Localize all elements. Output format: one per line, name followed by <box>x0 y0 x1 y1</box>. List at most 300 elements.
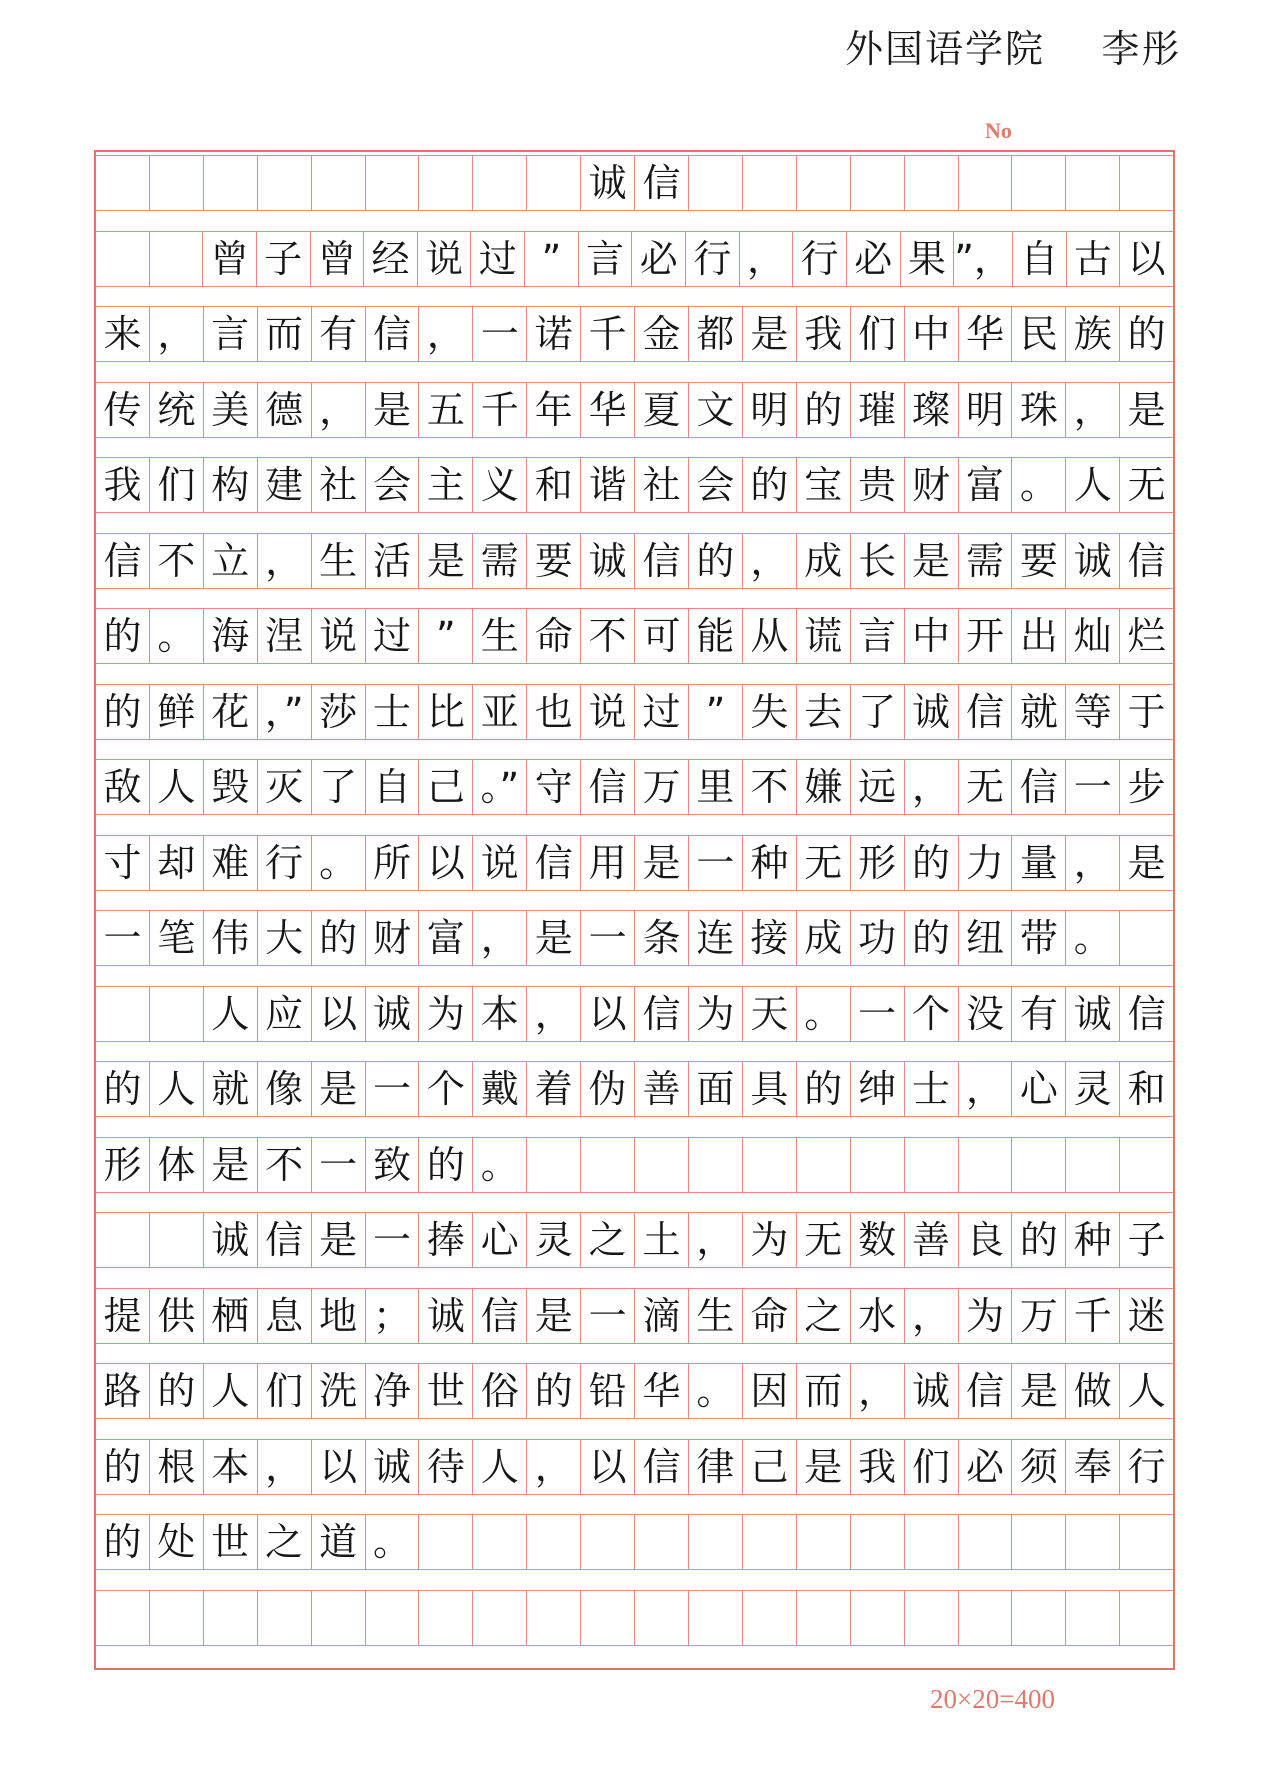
grid-cell: 条 <box>635 911 689 965</box>
grid-cell: 是 <box>527 1289 581 1343</box>
grid-cell <box>312 156 366 210</box>
grid-cell <box>473 1515 527 1569</box>
grid-cell <box>1012 1591 1066 1645</box>
grid-cell: 要 <box>1012 534 1066 588</box>
grid-cell <box>905 156 959 210</box>
grid-cell: 所 <box>366 836 420 890</box>
grid-cell: 面 <box>689 1062 743 1116</box>
grid-cell: ， <box>905 1289 959 1343</box>
grid-cell: ” <box>525 232 579 286</box>
grid-cell: 信 <box>1127 991 1166 1036</box>
grid-cell: 莎 <box>312 685 366 739</box>
grid-cell: 力 <box>959 836 1013 890</box>
grid-cell: 。 <box>1066 911 1120 965</box>
grid-cell: 带 <box>1012 911 1066 965</box>
grid-cell: 以 <box>312 987 366 1041</box>
grid-row <box>96 1061 1173 1117</box>
grid-cell: 璨 <box>905 383 959 437</box>
grid-cell: ， <box>312 383 366 437</box>
grid-cell: 美 <box>204 383 258 437</box>
grid-cell: 嫌 <box>797 760 851 814</box>
grid-cell: 是 <box>204 1138 258 1192</box>
author-note: 外国语学院 李彤 <box>845 27 1182 71</box>
grid-cell: 社 <box>312 458 366 512</box>
grid-cell: 是 <box>312 1062 366 1116</box>
grid-cell: 信 <box>366 307 420 361</box>
grid-cell: 生 <box>689 1289 743 1343</box>
grid-cell: 们 <box>150 458 204 512</box>
grid-cell: 体 <box>150 1138 204 1192</box>
grid-cell: 道 <box>312 1515 366 1569</box>
grid-cell: 构 <box>204 458 258 512</box>
grid-cell: 的 <box>527 1364 581 1418</box>
grid-cell: 千 <box>581 307 635 361</box>
grid-cell: 千 <box>473 383 527 437</box>
grid-cell: 去 <box>797 685 851 739</box>
grid-row <box>96 1590 1173 1646</box>
grid-cell: 行 <box>258 836 312 890</box>
grid-cell: 的 <box>797 383 851 437</box>
grid-cell: 是 <box>366 383 420 437</box>
grid-cell: 供 <box>150 1289 204 1343</box>
grid-cell: 净 <box>366 1364 420 1418</box>
grid-cell: ，” <box>258 685 312 739</box>
grid-cell: 灭 <box>258 760 312 814</box>
grid-cell <box>797 1591 851 1645</box>
grid-cell: 华 <box>581 383 635 437</box>
grid-cell <box>96 232 150 286</box>
grid-cell: 善 <box>635 1062 689 1116</box>
grid-cell <box>959 1515 1013 1569</box>
grid-cell <box>527 1138 581 1192</box>
grid-cell: 于 <box>1127 689 1166 734</box>
grid-cell: 和 <box>1127 1067 1166 1111</box>
grid-cell <box>1120 156 1173 210</box>
grid-cell: ” <box>419 609 473 663</box>
grid-cell: 没 <box>959 987 1013 1041</box>
grid-cell: 建 <box>258 458 312 512</box>
grid-cell: 为 <box>419 987 473 1041</box>
grid-cell: 都 <box>689 307 743 361</box>
grid-cell: ” <box>689 685 743 739</box>
grid-cell: 子 <box>1127 1218 1166 1262</box>
grid-cell: 会 <box>366 458 420 512</box>
grid-row <box>96 155 1173 211</box>
grid-cell: 具 <box>743 1062 797 1116</box>
grid-cell: 烂 <box>1127 614 1166 658</box>
grid-cell: 行 <box>793 232 847 286</box>
grid-cell <box>959 1138 1013 1192</box>
grid-cell: 信 <box>1127 538 1166 583</box>
grid-cell: 信 <box>258 1213 312 1267</box>
grid-cell <box>527 1591 581 1645</box>
grid-cell <box>366 1591 420 1645</box>
grid-cell: 万 <box>1012 1289 1066 1343</box>
grid-cell: 是 <box>1012 1364 1066 1418</box>
grid-cell: 是 <box>743 307 797 361</box>
grid-cell: 华 <box>635 1364 689 1418</box>
grid-cell <box>581 1515 635 1569</box>
grid-cell: 毁 <box>204 760 258 814</box>
grid-cell: ， <box>419 307 473 361</box>
grid-cell <box>150 1213 204 1267</box>
grid-row <box>96 306 1173 362</box>
grid-cell <box>959 1591 1013 1645</box>
grid-cell <box>635 1515 689 1569</box>
grid-cell: 年 <box>527 383 581 437</box>
grid-cell: ， <box>527 987 581 1041</box>
grid-cell <box>419 156 473 210</box>
grid-cell: 己 <box>743 1440 797 1494</box>
grid-cell: 之 <box>797 1289 851 1343</box>
grid-cell: 远 <box>851 760 905 814</box>
grid-cell: 活 <box>366 534 420 588</box>
grid-cell: 中 <box>905 307 959 361</box>
grid-cell <box>1012 1138 1066 1192</box>
grid-cell: 洗 <box>312 1364 366 1418</box>
grid-cell: 律 <box>689 1440 743 1494</box>
grid-cell: 失 <box>743 685 797 739</box>
grid-cell: ； <box>366 1289 420 1343</box>
grid-cell: 信 <box>635 534 689 588</box>
grid-cell: 是 <box>797 1440 851 1494</box>
grid-cell: 俗 <box>473 1364 527 1418</box>
grid-cell <box>635 1138 689 1192</box>
grid-cell: ， <box>743 534 797 588</box>
grid-cell <box>1012 156 1066 210</box>
grid-cell <box>797 1138 851 1192</box>
grid-cell: 的 <box>905 836 959 890</box>
grid-cell: 的 <box>96 685 150 739</box>
grid-row <box>96 986 1173 1042</box>
grid-cell: 诚 <box>581 156 635 210</box>
grid-cell: 花 <box>204 685 258 739</box>
grid-cell: 五 <box>419 383 473 437</box>
grid-cell: 提 <box>96 1289 150 1343</box>
grid-cell: 财 <box>366 911 420 965</box>
grid-cell: 是 <box>312 1213 366 1267</box>
grid-cell: 因 <box>743 1364 797 1418</box>
grid-cell <box>959 156 1013 210</box>
grid-cell: 言 <box>204 307 258 361</box>
grid-cell: 以 <box>581 987 635 1041</box>
grid-cell: 种 <box>743 836 797 890</box>
grid-cell: 能 <box>689 609 743 663</box>
grid-cell: 民 <box>1012 307 1066 361</box>
grid-cell: 一 <box>1066 760 1120 814</box>
grid-cell: 开 <box>959 609 1013 663</box>
grid-cell: 滴 <box>635 1289 689 1343</box>
grid-cell: 不 <box>258 1138 312 1192</box>
grid-cell: 水 <box>851 1289 905 1343</box>
grid-cell: 。 <box>1012 458 1066 512</box>
grid-cell <box>905 1591 959 1645</box>
grid-cell: 族 <box>1066 307 1120 361</box>
grid-row <box>96 533 1173 589</box>
grid-cell: 主 <box>419 458 473 512</box>
grid-cell: 一 <box>851 987 905 1041</box>
grid-cell: 命 <box>527 609 581 663</box>
grid-cell: 数 <box>851 1213 905 1267</box>
grid-cell: 。 <box>366 1515 420 1569</box>
grid-cell <box>258 156 312 210</box>
grid-cell: 古 <box>1067 232 1121 286</box>
grid-cell <box>1066 1591 1120 1645</box>
grid-cell: 接 <box>743 911 797 965</box>
grid-cell: 本 <box>473 987 527 1041</box>
grid-cell: 守 <box>527 760 581 814</box>
grid-row <box>96 1288 1173 1344</box>
grid-cell: 生 <box>473 609 527 663</box>
number-mark: No <box>985 118 1012 143</box>
grid-cell: 经 <box>364 232 418 286</box>
grid-cell: 一 <box>689 836 743 890</box>
grid-cell: 信 <box>1012 760 1066 814</box>
grid-cell: 华 <box>959 307 1013 361</box>
grid-cell: 善 <box>905 1213 959 1267</box>
grid-cell <box>1120 1138 1173 1192</box>
grid-cell: 义 <box>473 458 527 512</box>
grid-row <box>96 1439 1173 1495</box>
grid-cell: 谐 <box>581 458 635 512</box>
grid-cell: 大 <box>258 911 312 965</box>
grid-cell: 本 <box>204 1440 258 1494</box>
grid-cell <box>905 1515 959 1569</box>
grid-cell <box>1120 1591 1173 1645</box>
grid-cell: 诚 <box>204 1213 258 1267</box>
grid-cell: 说 <box>418 232 472 286</box>
grid-cell: 无 <box>797 1213 851 1267</box>
grid-cell <box>473 156 527 210</box>
grid-cell: 诚 <box>419 1289 473 1343</box>
grid-cell: 。 <box>150 609 204 663</box>
grid-cell: 说 <box>312 609 366 663</box>
grid-cell: 了 <box>851 685 905 739</box>
grid-cell: 富 <box>959 458 1013 512</box>
grid-cell: 必 <box>959 1440 1013 1494</box>
grid-cell: 信 <box>473 1289 527 1343</box>
grid-row <box>96 231 1173 287</box>
grid-cell: 根 <box>150 1440 204 1494</box>
grid-cell: ， <box>527 1440 581 1494</box>
grid-cell: 做 <box>1066 1364 1120 1418</box>
grid-cell: 形 <box>96 1138 150 1192</box>
grid-cell: 过 <box>366 609 420 663</box>
grid-cell <box>150 987 204 1041</box>
grid-row <box>96 1212 1173 1268</box>
grid-cell: 。” <box>473 760 527 814</box>
grid-cell: 过 <box>471 232 525 286</box>
grid-cell: 我 <box>797 307 851 361</box>
grid-cell: 须 <box>1012 1440 1066 1494</box>
grid-cell: ， <box>150 307 204 361</box>
grid-cell: 笔 <box>150 911 204 965</box>
grid-cell <box>743 1138 797 1192</box>
grid-cell: 。 <box>797 987 851 1041</box>
grid-cell: 。 <box>689 1364 743 1418</box>
grid-cell: 信 <box>635 1440 689 1494</box>
grid-cell: 纽 <box>959 911 1013 965</box>
grid-row <box>96 457 1173 513</box>
grid-cell: 一 <box>366 1213 420 1267</box>
grid-cell: 和 <box>527 458 581 512</box>
grid-cell <box>1066 1138 1120 1192</box>
grid-cell: 的 <box>689 534 743 588</box>
grid-cell <box>743 1591 797 1645</box>
grid-cell: 世 <box>419 1364 473 1418</box>
grid-cell: 地 <box>312 1289 366 1343</box>
grid-cell: 一 <box>366 1062 420 1116</box>
grid-cell: 言 <box>579 232 633 286</box>
grid-cell: 一 <box>581 911 635 965</box>
grid-cell: ， <box>473 911 527 965</box>
grid-cell: 寸 <box>96 836 150 890</box>
grid-cell <box>851 1591 905 1645</box>
grid-cell: 以 <box>1127 236 1166 281</box>
grid-cell: 一 <box>581 1289 635 1343</box>
grid-cell: 传 <box>96 383 150 437</box>
grid-cell <box>150 232 204 286</box>
grid-cell: 我 <box>96 458 150 512</box>
grid-cell: 出 <box>1012 609 1066 663</box>
grid-cell: 里 <box>689 760 743 814</box>
composition-grid-sheet <box>94 150 1175 1670</box>
grid-cell: 信 <box>527 836 581 890</box>
grid-cell: 需 <box>959 534 1013 588</box>
grid-cell: 立 <box>204 534 258 588</box>
grid-cell: 世 <box>204 1515 258 1569</box>
grid-cell: 。 <box>473 1138 527 1192</box>
grid-cell: 曾 <box>203 232 257 286</box>
grid-cell: 必 <box>632 232 686 286</box>
grid-cell: 贵 <box>851 458 905 512</box>
grid-cell: 路 <box>96 1364 150 1418</box>
grid-cell: ， <box>689 1213 743 1267</box>
grid-cell: ， <box>1066 383 1120 437</box>
grid-cell: 人 <box>1066 458 1120 512</box>
grid-cell: 处 <box>150 1515 204 1569</box>
grid-cell: 要 <box>527 534 581 588</box>
grid-cell: 而 <box>797 1364 851 1418</box>
grid-cell <box>419 1515 473 1569</box>
grid-cell: 信 <box>581 760 635 814</box>
grid-cell: 自 <box>366 760 420 814</box>
grid-cell <box>1066 156 1120 210</box>
grid-cell: 人 <box>473 1440 527 1494</box>
grid-cell: 信 <box>959 1364 1013 1418</box>
grid-cell: 我 <box>851 1440 905 1494</box>
grid-cell: 们 <box>851 307 905 361</box>
grid-cell: 士 <box>905 1062 959 1116</box>
grid-cell: 诚 <box>1066 987 1120 1041</box>
grid-cell: ， <box>258 1440 312 1494</box>
grid-cell: 明 <box>743 383 797 437</box>
grid-cell: 人 <box>204 1364 258 1418</box>
grid-cell: 的 <box>96 1440 150 1494</box>
grid-cell: 果 <box>901 232 955 286</box>
grid-cell: 会 <box>689 458 743 512</box>
grid-cell <box>581 1138 635 1192</box>
grid-cell: 以 <box>419 836 473 890</box>
grid-cell <box>366 156 420 210</box>
grid-cell: ， <box>258 534 312 588</box>
grid-cell: 人 <box>204 987 258 1041</box>
grid-cell <box>797 156 851 210</box>
grid-cell: 的 <box>96 609 150 663</box>
grid-cell <box>851 156 905 210</box>
grid-cell <box>851 1138 905 1192</box>
grid-cell <box>419 1591 473 1645</box>
grid-cell: 不 <box>581 609 635 663</box>
grid-cell: 是 <box>527 911 581 965</box>
grid-cell <box>96 1591 150 1645</box>
grid-cell <box>689 156 743 210</box>
grid-cell: 诚 <box>581 534 635 588</box>
grid-cell: 步 <box>1127 765 1166 809</box>
grid-cell: ， <box>905 760 959 814</box>
grid-row <box>96 1514 1173 1570</box>
grid-cell: 为 <box>743 1213 797 1267</box>
grid-cell <box>150 156 204 210</box>
grid-cell: 铅 <box>581 1364 635 1418</box>
grid-cell: 心 <box>473 1213 527 1267</box>
grid-cell: 中 <box>905 609 959 663</box>
grid-cell <box>473 1591 527 1645</box>
grid-cell: 为 <box>959 1289 1013 1343</box>
grid-cell <box>581 1591 635 1645</box>
grid-cell: 诚 <box>905 685 959 739</box>
grid-cell: 行 <box>1127 1444 1166 1489</box>
grid-cell: 诚 <box>366 1440 420 1494</box>
grid-cell: 诚 <box>1066 534 1120 588</box>
grid-cell: 天 <box>743 987 797 1041</box>
grid-cell: 是 <box>1127 840 1166 885</box>
grid-cell: 涅 <box>258 609 312 663</box>
grid-cell: 成 <box>797 911 851 965</box>
grid-cell: 海 <box>204 609 258 663</box>
grid-cell: 的 <box>150 1364 204 1418</box>
grid-cell: 着 <box>527 1062 581 1116</box>
grid-cell: 有 <box>312 307 366 361</box>
grid-cell: 息 <box>258 1289 312 1343</box>
grid-cell: ， <box>740 232 794 286</box>
grid-cell: 宝 <box>797 458 851 512</box>
grid-cell <box>851 1515 905 1569</box>
grid-cell: 敌 <box>96 760 150 814</box>
grid-cell: 们 <box>258 1364 312 1418</box>
grid-cell: 用 <box>581 836 635 890</box>
grid-cell: 等 <box>1066 685 1120 739</box>
grid-cell: 万 <box>635 760 689 814</box>
grid-cell: 必 <box>847 232 901 286</box>
grid-cell: 明 <box>959 383 1013 437</box>
grid-cell: 诺 <box>527 307 581 361</box>
grid-cell <box>743 156 797 210</box>
grid-cell: 是 <box>419 534 473 588</box>
grid-cell: 比 <box>419 685 473 739</box>
grid-cell: 无 <box>959 760 1013 814</box>
grid-cell: 富 <box>419 911 473 965</box>
grid-cell: ”， <box>954 232 1013 286</box>
grid-cell: 捧 <box>419 1213 473 1267</box>
grid-cell: 一 <box>96 911 150 965</box>
grid-cell: 统 <box>150 383 204 437</box>
grid-cell: 的 <box>419 1138 473 1192</box>
grid-cell <box>1012 1515 1066 1569</box>
grid-cell: 奉 <box>1066 1440 1120 1494</box>
grid-cell: 社 <box>635 458 689 512</box>
grid-row <box>96 608 1173 664</box>
